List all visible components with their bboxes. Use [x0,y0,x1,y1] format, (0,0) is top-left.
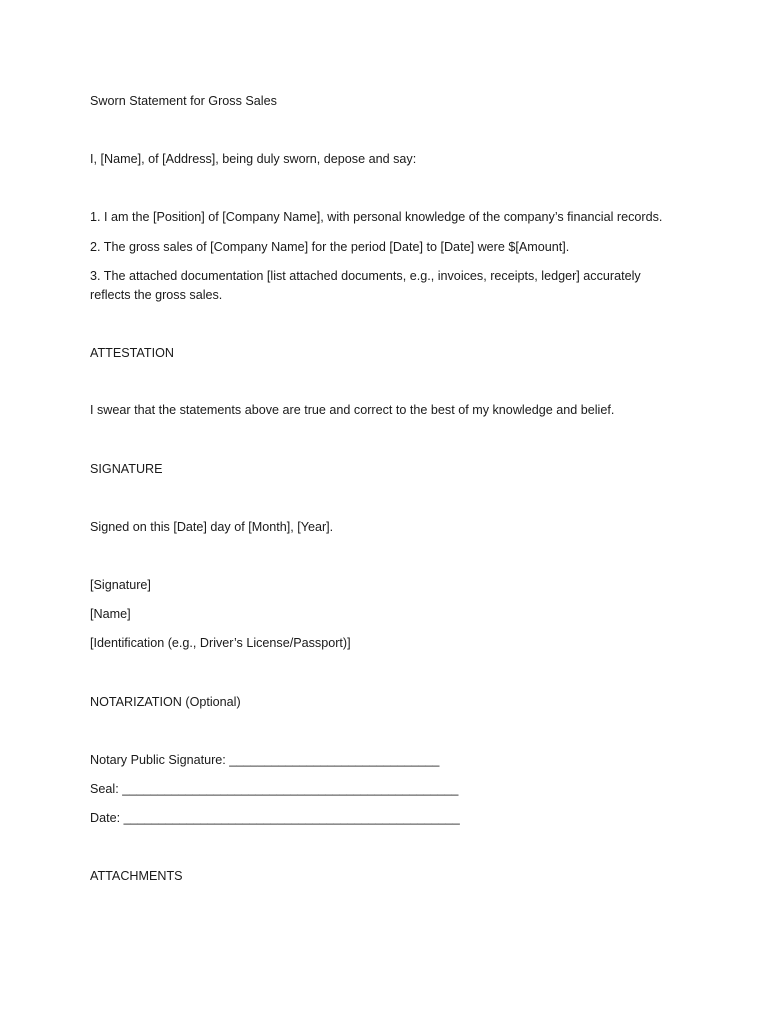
notary-signature-line: Notary Public Signature: ______________________________ [90,753,440,767]
notarization-heading: NOTARIZATION (Optional) [90,695,241,709]
attachments-heading: ATTACHMENTS [90,869,183,883]
statement-item-3: 3. The attached documentation [list attached documents, e.g., invoices, receipts, ledger] accurately reflects the gross sales. [90,269,641,302]
document-title: Sworn Statement for Gross Sales [90,94,277,108]
identification-placeholder: [Identification (e.g., Driver’s License/Passport)] [90,636,351,650]
attestation-heading: ATTESTATION [90,346,174,360]
intro-statement: I, [Name], of [Address], being duly sworn, depose and say: [90,152,417,166]
signature-heading: SIGNATURE [90,462,163,476]
seal-line: Seal: ________________________________________________ [90,782,459,796]
date-line: Date: ________________________________________________ [90,811,460,825]
signature-placeholder: [Signature] [90,578,151,592]
signed-on-line: Signed on this [Date] day of [Month], [Year]. [90,520,334,534]
statement-item-2: 2. The gross sales of [Company Name] for the period [Date] to [Date] were $[Amount]. [90,240,570,254]
attestation-text: I swear that the statements above are true and correct to the best of my knowledge and belief. [90,403,615,417]
name-placeholder: [Name] [90,607,131,621]
statement-item-1: 1. I am the [Position] of [Company Name], with personal knowledge of the company’s financial records. [90,210,663,224]
